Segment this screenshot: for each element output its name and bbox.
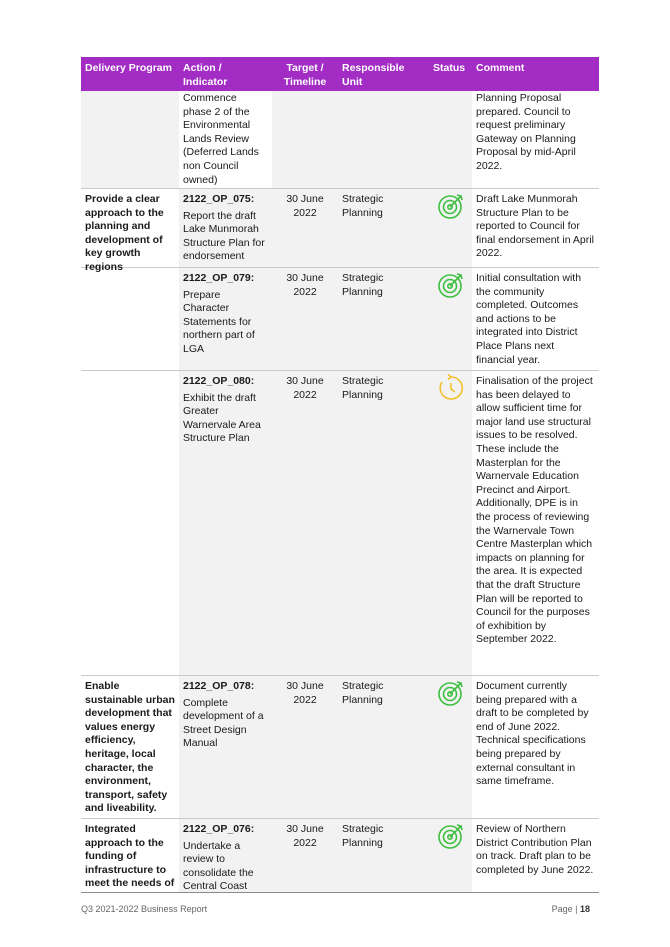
unit-cell: Strategic Planning	[338, 268, 429, 370]
unit-cell	[338, 91, 429, 188]
status-cell	[429, 91, 472, 188]
target-cell: 30 June 2022	[272, 676, 338, 818]
footer-report-title: Q3 2021-2022 Business Report	[81, 904, 208, 914]
comment-cell: Finalisation of the project has been delayed to allow sufficient time for major land use structural issues to be resolved. These include the Masterplan for the Warnervale Education Precinct and Airport. Additionally, DPE is in the process of reviewing the Warnervale Town Centre Masterplan which impacts on planning for the area. It is expected that the draft Structure Plan will be reported to Council for the purposes of exhibition by September 2022.	[476, 375, 593, 646]
action-code: 2122_OP_080:	[183, 375, 255, 387]
status-cell	[429, 819, 472, 892]
unit-cell: Strategic Planning	[338, 676, 429, 818]
status-cell	[429, 268, 472, 370]
action-text: Complete development of a Street Design Manual	[183, 696, 264, 750]
target-icon	[436, 270, 466, 300]
action-cell	[179, 268, 272, 370]
program-cell: Enable sustainable urban development that values energy efficiency, heritage, local character, the environment, transport, safety and liveability.	[85, 680, 175, 815]
header-responsible-unit: Responsible Unit	[342, 62, 405, 88]
table-row	[81, 371, 599, 676]
clock-icon	[436, 373, 466, 403]
action-code: 2122_OP_078:	[183, 680, 255, 692]
target-icon	[436, 678, 466, 708]
action-text: Commence phase 2 of the Environmental Lands Review (Deferred Lands non Council owned)	[183, 92, 259, 186]
comment-cell: Planning Proposal prepared. Council to request preliminary Gateway on Planning Proposal by mid-April 2022.	[476, 92, 576, 172]
table-row	[81, 819, 599, 893]
header-comment: Comment	[476, 62, 525, 74]
unit-cell: Strategic Planning	[338, 371, 429, 675]
action-cell	[179, 819, 272, 892]
header-action-indicator: Action / Indicator	[183, 62, 228, 88]
table-row	[81, 91, 599, 189]
table-header	[81, 57, 599, 91]
program-cell: Integrated approach to the funding of infrastructure to meet the needs of	[85, 823, 175, 890]
status-cell	[429, 189, 472, 267]
action-code: 2122_OP_076:	[183, 823, 255, 835]
footer-page	[552, 904, 590, 914]
status-cell	[429, 371, 472, 675]
target-cell: 30 June 2022	[272, 268, 338, 370]
action-code: 2122_OP_075:	[183, 193, 255, 205]
target-icon	[436, 191, 466, 221]
header-status: Status	[433, 62, 466, 74]
table-row	[81, 189, 599, 273]
comment-cell: Initial consultation with the community completed. Outcomes and actions to be integrated into District Place Plans next financial year.	[476, 272, 582, 366]
action-cell	[179, 91, 272, 188]
unit-cell: Strategic Planning	[338, 189, 429, 267]
report-table	[81, 57, 599, 893]
action-cell	[179, 189, 272, 267]
unit-cell: Strategic Planning	[338, 819, 429, 892]
target-cell: 30 June 2022	[272, 189, 338, 267]
program-cell	[81, 268, 179, 370]
action-text: Report the draft Lake Munmorah Structure Plan for endorsement	[183, 209, 265, 263]
status-cell	[429, 676, 472, 818]
program-cell: Provide a clear approach to the planning and development of key growth regions	[85, 193, 164, 273]
program-cell	[81, 371, 179, 675]
table-row	[81, 268, 599, 371]
target-cell	[272, 91, 338, 188]
comment-cell: Review of Northern District Contribution Plan on track. Draft plan to be completed by June 2022.	[476, 823, 594, 876]
target-cell: 30 June 2022	[272, 819, 338, 892]
header-target-timeline: Target / Timeline	[283, 62, 327, 88]
footer-page-label: Page |	[551, 904, 580, 914]
footer-page-number: 18	[579, 904, 590, 914]
action-text: Prepare Character Statements for northern part of LGA	[183, 288, 255, 355]
target-icon	[436, 821, 466, 851]
action-cell	[179, 371, 272, 675]
action-code: 2122_OP_079:	[183, 272, 255, 284]
action-text: Exhibit the draft Greater Warnervale Area Structure Plan	[183, 391, 261, 445]
table-row	[81, 676, 599, 819]
comment-cell: Draft Lake Munmorah Structure Plan to be reported to Council for final endorsement in April 2022.	[476, 193, 594, 260]
header-delivery-program: Delivery Program	[85, 62, 172, 74]
program-cell	[81, 91, 179, 188]
comment-cell: Document currently being prepared with a draft to be completed by end of June 2022. Technical specifications being prepared by external consultant in same timeframe.	[476, 680, 589, 788]
target-cell: 30 June 2022	[272, 371, 338, 675]
action-text: Undertake a review to consolidate the Central Coast	[183, 839, 254, 893]
action-cell	[179, 676, 272, 818]
